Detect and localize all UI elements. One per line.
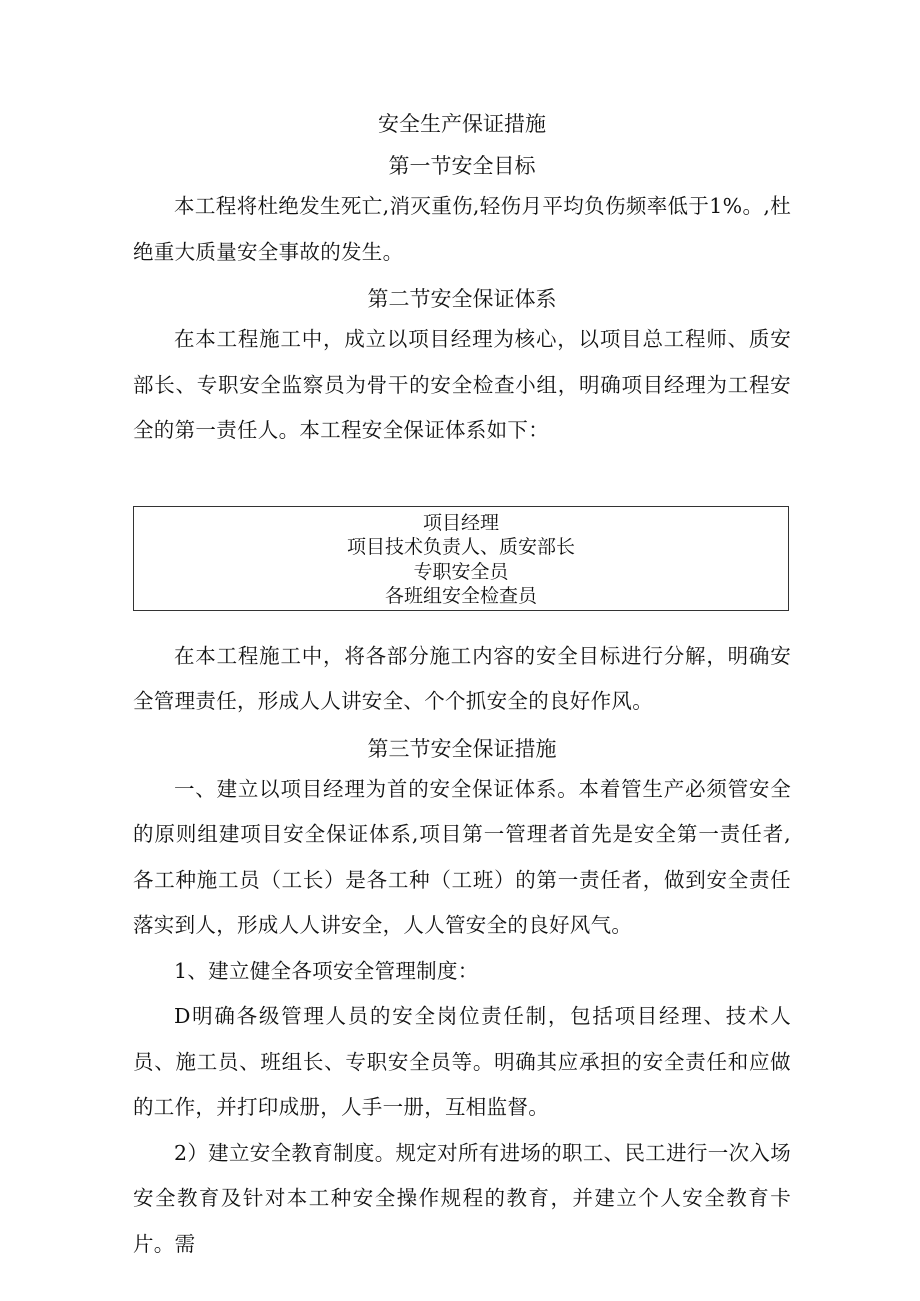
section-3-paragraph-2: 1、建立健全各项安全管理制度：	[174, 958, 479, 983]
section-heading-1: 第一节安全目标	[388, 154, 536, 178]
org-chart-item-safety-officer: 专职安全员	[413, 560, 509, 583]
document-page	[133, 96, 791, 1267]
org-chart-item-tech-lead: 项目技术负责人、质安部长	[346, 536, 575, 558]
org-chart-item-team-inspectors: 各班组安全检查员	[384, 585, 537, 607]
section-2-paragraph-2: 在本工程施工中，将各部分施工内容的安全目标进行分解，明确安全管理责任，形成人人讲安全、个个抓安全的良好作风。	[133, 643, 791, 713]
org-chart-item-project-manager: 项目经理	[422, 511, 499, 534]
section-2-paragraph-1: 在本工程施工中，成立以项目经理为核心，以项目总工程师、质安部长、专职安全监察员为骨干的安全检查小组，明确项目经理为工程安全的第一责任人。本工程安全保证体系如下：	[133, 327, 791, 442]
section-3-paragraph-4: 2）建立安全教育制度。规定对所有进场的职工、民工进行一次入场安全教育及针对本工种安全操作规程的教育，并建立个人安全教育卡片。需	[133, 1140, 791, 1256]
section-3-paragraph-1: 一、建立以项目经理为首的安全保证体系。本着管生产必须管安全的原则组建项目安全保证体系,项目第一管理者首先是安全第一责任者,各工种施工员（工长）是各工种（工班）的第一责任者，做到安全责任落实到人，形成人人讲安全，人人管安全的良好风气。	[133, 776, 791, 937]
document-title: 安全生产保证措施	[378, 112, 546, 136]
section-heading-3: 第三节安全保证措施	[367, 736, 557, 761]
section-3-paragraph-3: D明确各级管理人员的安全岗位责任制，包括项目经理、技术人员、施工员、班组长、专职安全员等。明确其应承担的安全责任和应做的工作，并打印成册，人手一册，互相监督。	[133, 1004, 791, 1119]
safety-system-chart	[133, 506, 789, 611]
section-1-paragraph-1: 本工程将杜绝发生死亡,消灭重伤,轻伤月平均负伤频率低于1%。,杜绝重大质量安全事故的发生。	[133, 194, 791, 264]
section-heading-2: 第二节安全保证体系	[367, 287, 557, 311]
